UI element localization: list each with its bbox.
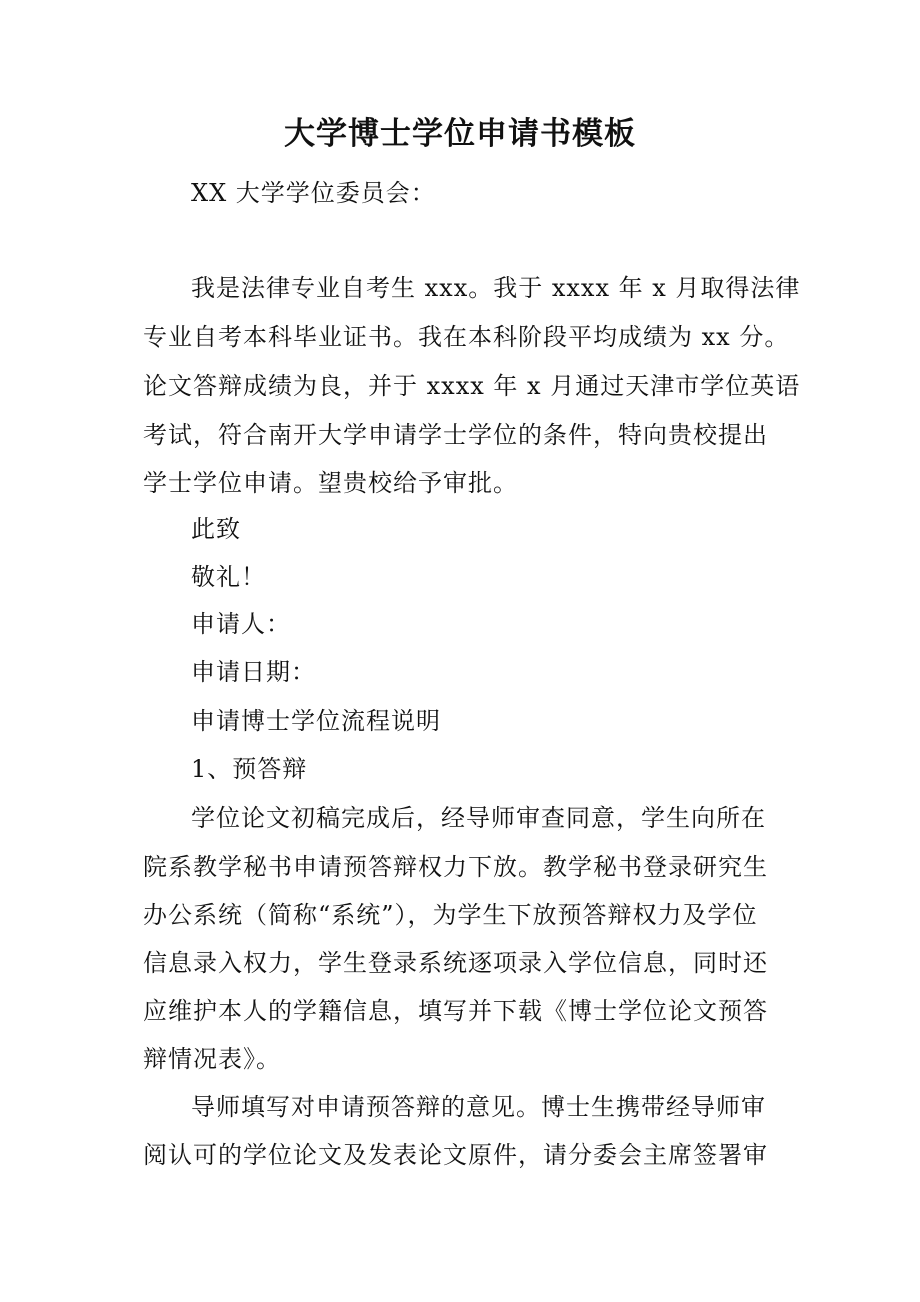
paragraph2-line: 信息录入权力，学生登录系统逐项录入学位信息，同时还 — [143, 949, 768, 977]
closing-regards: 敬礼！ — [191, 563, 266, 591]
paragraph3-line: 导师填写对申请预答辩的意见。博士生携带经导师审 — [191, 1093, 766, 1121]
salutation: XX 大学学位委员会： — [191, 179, 436, 207]
paragraph1-line: 专业自考本科毕业证书。我在本科阶段平均成绩为 xx 分。 — [143, 323, 790, 351]
date-label: 申请日期： — [191, 658, 316, 686]
document-title: 大学博士学位申请书模板 — [284, 116, 636, 152]
paragraph2-line: 院系教学秘书申请预答辩权力下放。教学秘书登录研究生 — [143, 853, 768, 881]
paragraph1-line: 论文答辩成绩为良，并于 xxxx 年 x 月通过天津市学位英语 — [143, 372, 801, 400]
applicant-label: 申请人： — [191, 610, 291, 638]
closing-salute: 此致 — [191, 515, 241, 543]
paragraph1-line: 学士学位申请。望贵校给予审批。 — [143, 469, 518, 497]
step1-title: 1、预答辩 — [191, 755, 308, 783]
paragraph1-line: 考试，符合南开大学申请学士学位的条件，特向贵校提出 — [143, 421, 768, 449]
paragraph2-line: 辩情况表》。 — [143, 1045, 281, 1073]
paragraph1-line: 我是法律专业自考生 xxx。我于 xxxx 年 x 月取得法律 — [191, 274, 801, 302]
paragraph2-line: 应维护本人的学籍信息，填写并下载《博士学位论文预答 — [143, 997, 768, 1025]
paragraph2-line: 学位论文初稿完成后，经导师审查同意，学生向所在 — [191, 804, 766, 832]
paragraph2-line: 办公系统（简称“系统”），为学生下放预答辩权力及学位 — [143, 901, 758, 929]
section-title: 申请博士学位流程说明 — [191, 707, 441, 735]
paragraph3-line: 阅认可的学位论文及发表论文原件，请分委会主席签署审 — [143, 1141, 768, 1169]
